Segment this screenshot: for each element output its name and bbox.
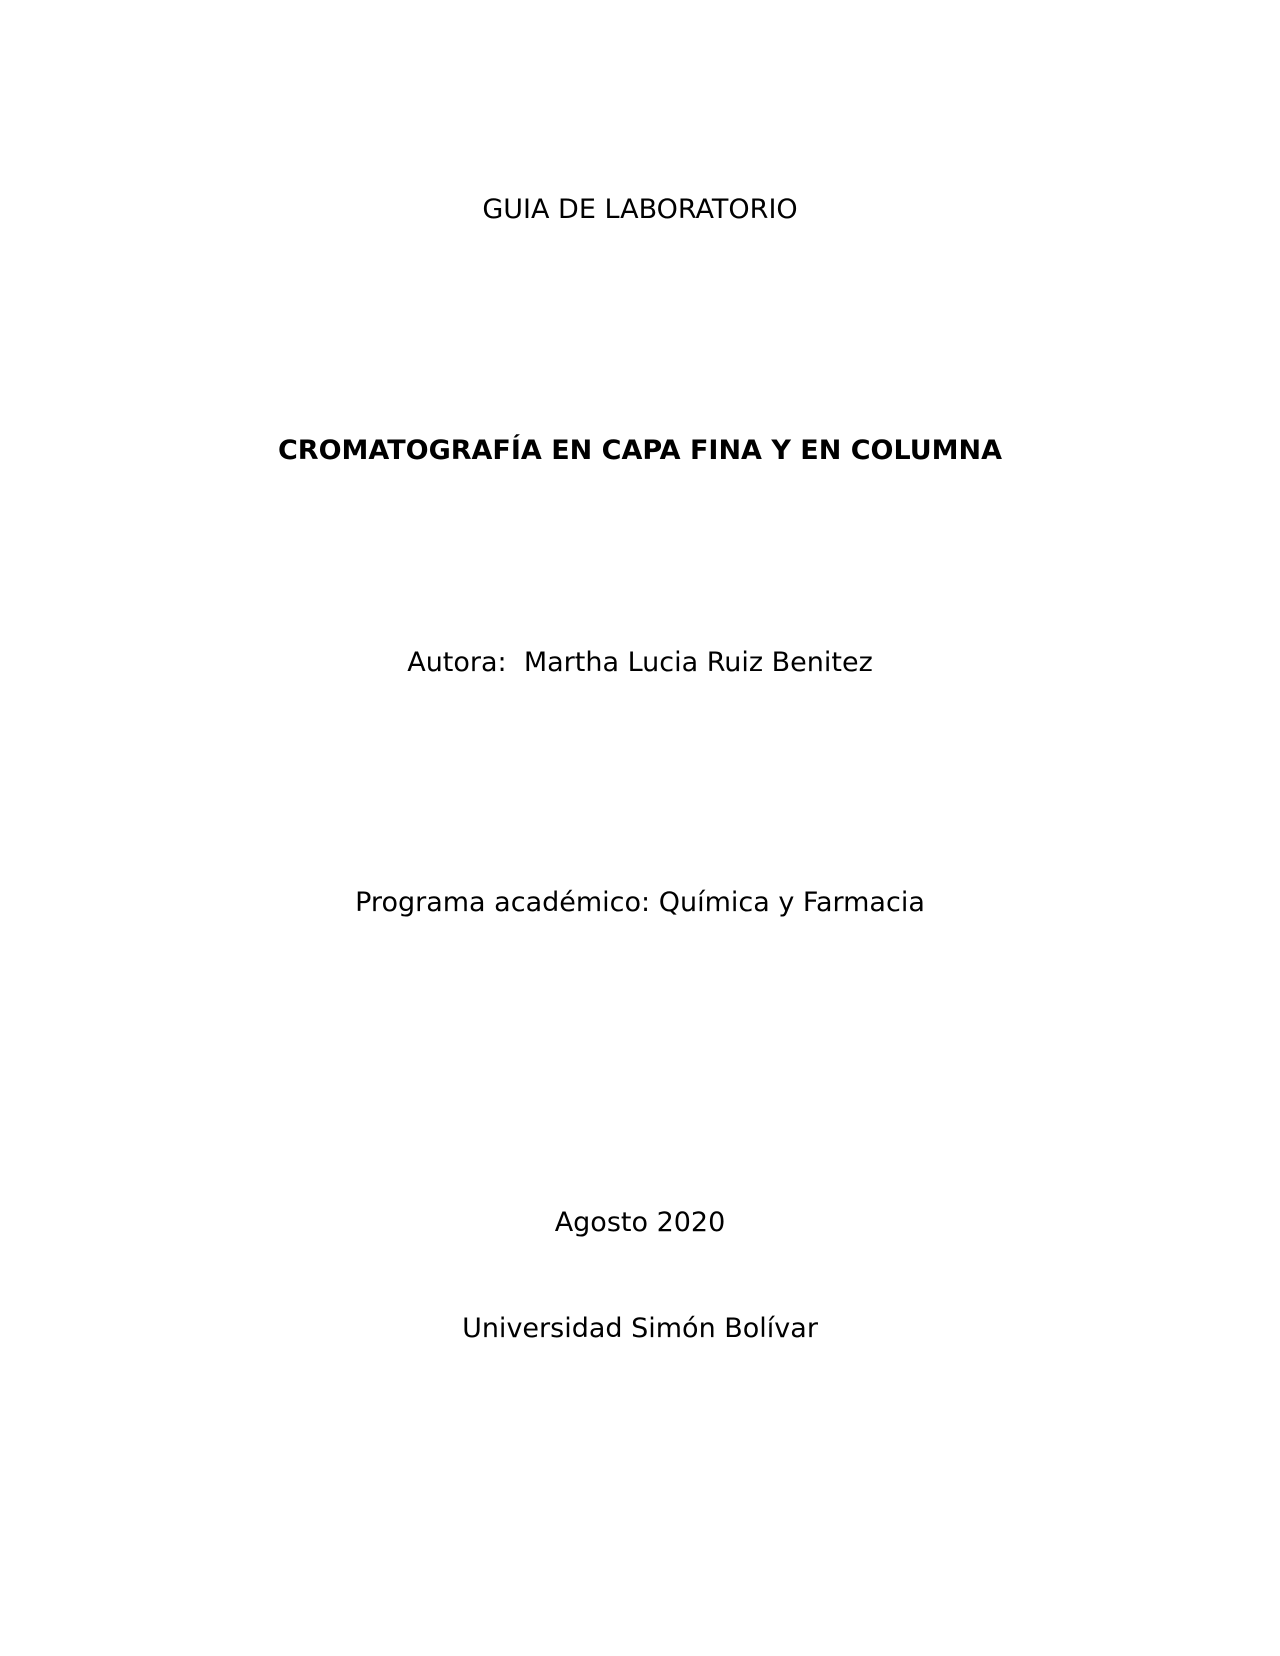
document-title: CROMATOGRAFÍA EN CAPA FINA Y EN COLUMNA [277,435,1003,466]
document-date: Agosto 2020 [554,1207,726,1238]
institution-name: Universidad Simón Bolívar [462,1313,818,1344]
document-type-heading: GUIA DE LABORATORIO [482,194,798,225]
academic-program-line: Programa académico: Química y Farmacia [355,887,925,918]
author-line: Autora: Martha Lucia Ruiz Benitez [407,647,873,678]
